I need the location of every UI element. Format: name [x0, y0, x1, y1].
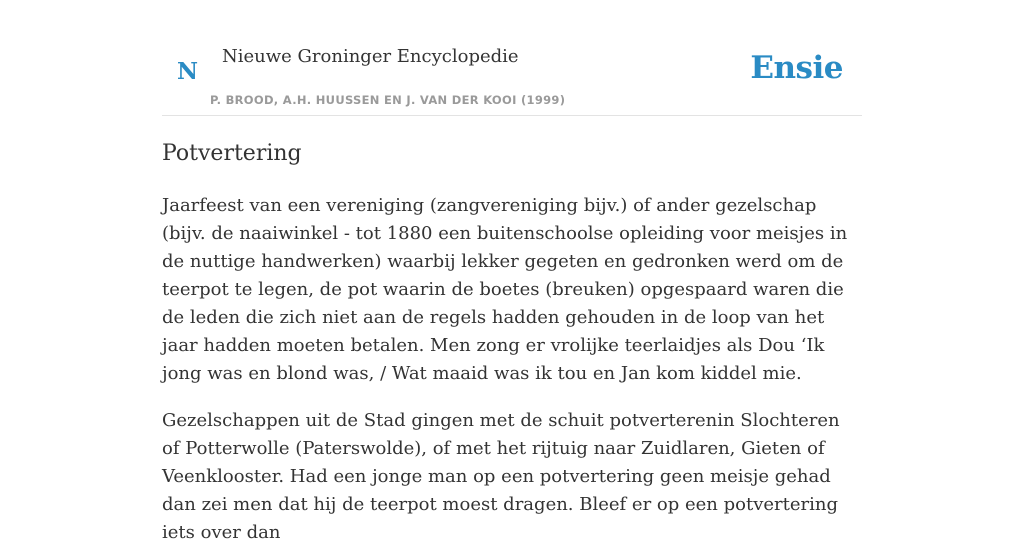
book-title[interactable]: Nieuwe Groninger Encyclopedie	[222, 46, 519, 67]
ensie-logo[interactable]: Ensie	[750, 50, 843, 86]
book-logo[interactable]: N	[177, 58, 199, 85]
header	[162, 40, 862, 116]
book-authors: P. BROOD, A.H. HUUSSEN EN J. VAN DER KOOI (1999)	[210, 93, 566, 107]
article-paragraph: Jaarfeest van een vereniging (zangvereniging bijv.) of ander gezelschap (bijv. de naaiwinkel - tot 1880 een buitenschoolse opleiding voor meisjes in de nuttige handwerken) waarbij lekker gegeten en gedronken werd om de teerpot te legen, de pot waarin de boetes (breuken) opgespaard waren die de leden die zich niet aan de regels hadden gehouden in de loop van het jaar hadden moeten betalen. Men zong er vrolijke teerlaidjes als Dou ‘Ik jong was en blond was, / Wat maaid was ik tou en Jan kom kiddel mie.	[162, 195, 848, 384]
article-paragraph: Gezelschappen uit de Stad gingen met de schuit potverterenin Slochteren of Potterwolle (Paterswolde), of met het rijtuig naar Zuidlaren, Gieten of Veenklooster. Had een jonge man op een potvertering geen meisje gehad dan zei men dat hij de teerpot moest dragen. Bleef er op een potvertering iets over dan	[162, 410, 840, 543]
article	[162, 138, 862, 547]
article-title: Potvertering	[162, 141, 302, 166]
